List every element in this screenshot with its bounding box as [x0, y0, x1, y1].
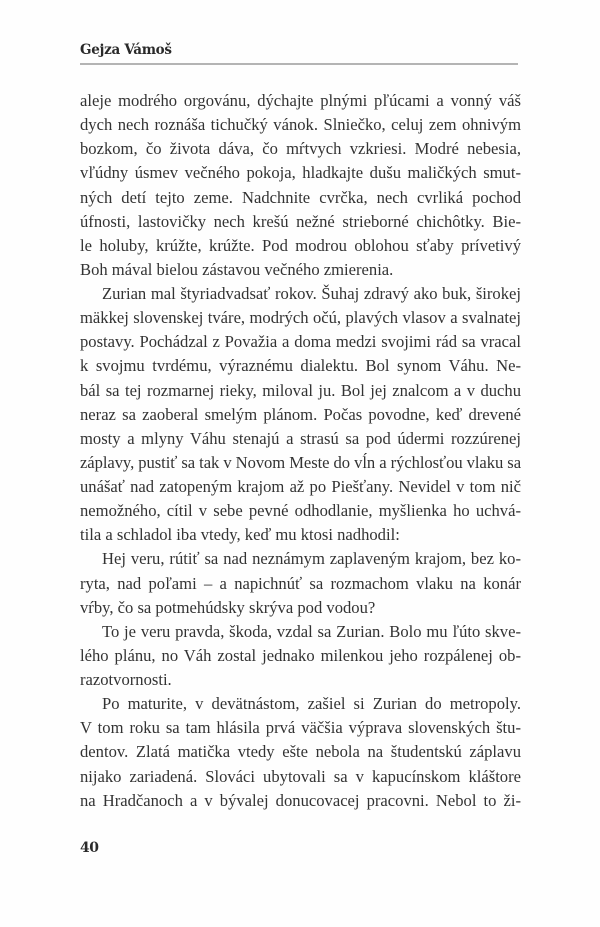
text-line: lého plánu, no Váh zostal jednako milenkou jeho rozpálenej ob-	[80, 645, 521, 665]
text-line: tila a schladol iba vtedy, keď mu ktosi nadhodil:	[80, 525, 400, 545]
text-line: To je veru pravda, škoda, vzdal sa Zurian. Bolo mu ľúto skve-	[102, 621, 521, 641]
text-line: bál sa tej rozmarnej rieky, miloval ju. Bol jej znalcom a v duchu	[80, 380, 521, 400]
text-line: vľúdny úsmev večného pokoja, hladkajte dušu maličkých smut-	[80, 163, 521, 183]
text-line: vŕby, čo sa potmehúdsky skrýva pod vodou?	[80, 597, 376, 617]
text-line: dych nech roznáša tichučký vánok. Slniečko, celuj zem ohnivým	[80, 115, 521, 135]
text-line: aleje modrého orgovánu, dýchajte plnými pľúcami a vonný váš	[80, 91, 521, 110]
text-line: razotvornosti.	[80, 670, 172, 689]
running-head-author: Gejza Vámoš	[80, 42, 172, 58]
text-line: nijako zariadená. Slováci ubytovali sa v kapucínskom kláštore	[80, 766, 521, 786]
text-line: ných detí tejto zeme. Nadchnite cvrčka, nech cvrliká pochod	[80, 187, 521, 207]
text-line: Hej veru, rútiť sa nad neznámym zaplaveným krajom, bez ko-	[102, 549, 521, 569]
text-line: Po maturite, v devätnástom, zašiel si Zurian do metropoly.	[102, 694, 521, 714]
text-line: nemožného, cítil v sebe pevné odhodlanie, myšlienka ho uchvá-	[80, 501, 521, 521]
text-line: V tom roku sa tam hlásila prvá väčšia výprava slovenských štu-	[80, 718, 521, 738]
text-line: unášať nad zatopeným krajom až po Piešťany. Nevidel v tom nič	[80, 477, 521, 496]
text-line: bozkom, čo života dáva, čo mŕtvych vzkriesi. Modré nebesia,	[80, 139, 521, 159]
page-number: 40	[80, 840, 99, 856]
text-line: dentov. Zlatá matička vtedy ešte nebola na študentskú záplavu	[80, 742, 521, 762]
header-rule	[80, 63, 518, 65]
text-line: k svojmu tvrdému, výraznému dialektu. Bol synom Váhu. Ne-	[80, 356, 521, 376]
text-line: mäkkej slovenskej tváre, modrých očú, plavých vlasov a svalnatej	[80, 308, 521, 328]
text-line: úfnosti, lastovičky nech krešú nežné strieborné chichôtky. Bie-	[80, 211, 521, 231]
text-line: postavy. Pochádzal z Považia a doma medzi svojimi rád sa vracal	[80, 332, 521, 352]
text-line: záplavy, pustiť sa tak v Novom Meste do vĺn a rýchlosťou vlaku sa	[80, 452, 521, 472]
text-line: ryta, nad poľami – a napichnúť sa rozmachom vlaku na konár	[80, 573, 521, 593]
text-line: le holuby, krúžte, krúžte. Pod modrou oblohou sťaby prívetivý	[80, 235, 521, 255]
text-line: na Hradčanoch a v bývalej donucovacej pracovni. Nebol to ži-	[80, 790, 521, 810]
body-text	[80, 89, 521, 813]
text-line: neraz sa zaoberal smelým plánom. Počas povodne, keď drevené	[80, 404, 521, 424]
text-line: Boh mával bielou zástavou večného zmierenia.	[80, 259, 394, 279]
text-line: mosty a mlyny Váhu stenajú a strasú sa pod údermi rozzúrenej	[80, 428, 521, 448]
text-line: Zurian mal štyriadvadsať rokov. Šuhaj zdravý ako buk, širokej	[102, 284, 521, 303]
